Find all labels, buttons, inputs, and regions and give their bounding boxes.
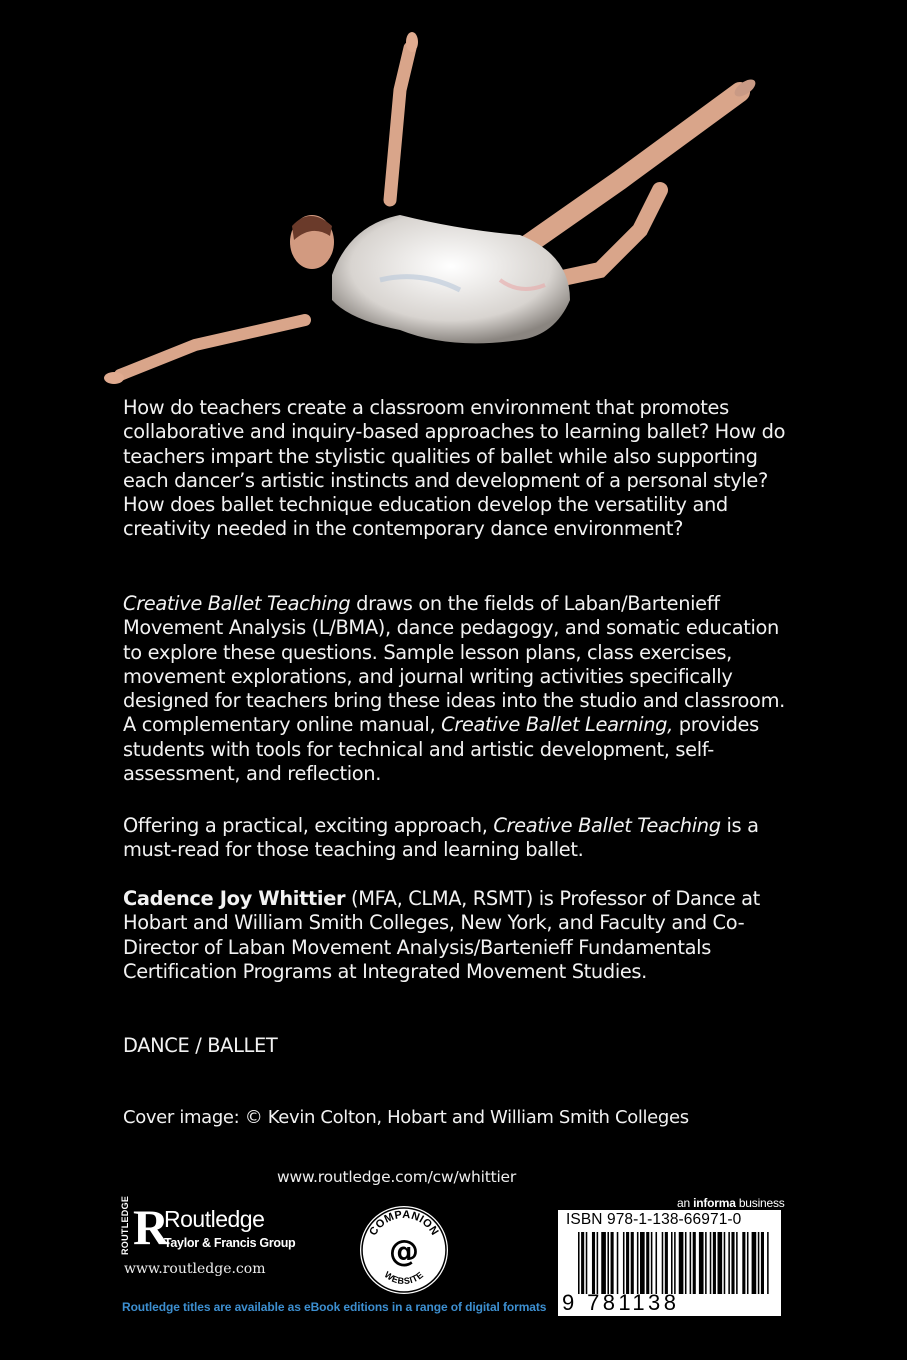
manual-title: Creative Ballet Learning,	[441, 713, 673, 737]
barcode-bar	[597, 1232, 599, 1294]
description-text-a: draws on the fields of Laban/Bartenieff Movement Analysis (L/BMA), dance pedagogy, and somatic education to explore these questions. Sample lesson plans, class exercises, movement explorations, and journal writing activities specifically designed for teachers bring these ideas into the studio and classroom. A complementary online manual,	[123, 592, 785, 737]
barcode-bar	[637, 1232, 639, 1294]
barcode-bar	[651, 1232, 653, 1294]
barcode-digits: 9 781138 669710	[562, 1290, 680, 1341]
barcode-bar	[747, 1232, 749, 1294]
barcode-bar	[728, 1232, 730, 1294]
informa-business-tag	[677, 1196, 785, 1210]
blurb-recommendation	[123, 814, 803, 863]
description-text-b: provides students with tools for technical and artistic development, self-assessment, and reflection.	[123, 713, 759, 786]
barcode-bar	[626, 1232, 629, 1294]
recommendation-text-b: is a must-read for those teaching and learning ballet.	[123, 814, 759, 862]
author-bio-text: (MFA, CLMA, RSMT) is Professor of Dance at Hobart and William Smith Colleges, New York, and Faculty and Co-Director of Laban Movement Analysis/Bartenieff Fundamentals Certification Programs at Integrated Movement Studies.	[123, 887, 760, 983]
informa-suffix: business	[735, 1196, 785, 1210]
barcode-bar	[690, 1232, 692, 1294]
publisher-url[interactable]: www.routledge.com	[124, 1261, 266, 1277]
barcode-bar	[586, 1232, 588, 1294]
blurb-description	[123, 592, 803, 786]
barcode-bar	[699, 1232, 704, 1294]
publisher-group: Taylor & Francis Group	[164, 1236, 296, 1250]
barcode-bars	[578, 1232, 770, 1294]
barcode-bar	[640, 1232, 645, 1294]
barcode-bar	[578, 1232, 580, 1294]
companion-badge-top: COMPANION	[367, 1208, 441, 1238]
book-title: Creative Ballet Teaching	[123, 592, 351, 615]
barcode-bar	[761, 1232, 764, 1294]
at-sign-icon: @	[389, 1234, 419, 1269]
barcode-bar	[674, 1232, 676, 1294]
barcode-bar	[631, 1232, 634, 1294]
author-bio	[123, 887, 803, 984]
barcode-bar	[662, 1232, 664, 1294]
routledge-logo	[120, 1195, 310, 1255]
informa-prefix: an	[677, 1196, 694, 1210]
barcode-bar	[601, 1232, 606, 1294]
ebook-availability-note: Routledge titles are available as eBook editions in a range of digital formats	[122, 1300, 547, 1314]
informa-brand: informa	[693, 1196, 736, 1210]
barcode-bar	[685, 1232, 687, 1294]
routledge-vertical-text: ROUTLEDGE	[120, 1195, 130, 1255]
barcode-bar	[693, 1232, 696, 1294]
barcode-bar	[679, 1232, 684, 1294]
barcode-bar	[617, 1232, 619, 1294]
barcode-bar	[705, 1232, 707, 1294]
subject-category: DANCE / BALLET	[123, 1034, 278, 1057]
barcode-bar	[742, 1232, 745, 1294]
isbn-label: ISBN 978-1-138-66971-0	[566, 1211, 742, 1228]
blurb-intro	[123, 396, 803, 542]
barcode-bar	[592, 1232, 595, 1294]
author-name: Cadence Joy Whittier	[123, 887, 346, 910]
blurb-intro-text: How do teachers create a classroom environment that promotes collaborative and inquiry-based approaches to learning ballet? How do teachers impart the stylistic qualities of ballet while also supporting each dancer’s artistic instincts and development of a personal style? How does ballet technique education develop the versatility and creativity needed in the contemporary dance environment?	[123, 396, 786, 541]
barcode-bar	[713, 1232, 716, 1294]
barcode-bar	[607, 1232, 609, 1294]
cover-image-credit: Cover image: © Kevin Colton, Hobart and William Smith Colleges	[123, 1107, 689, 1128]
barcode-bar	[710, 1232, 712, 1294]
isbn-barcode	[558, 1210, 781, 1341]
barcode-bar	[623, 1232, 625, 1294]
barcode-bar	[767, 1232, 769, 1294]
barcode-bar	[731, 1232, 734, 1294]
barcode-bar	[752, 1232, 757, 1294]
publisher-name: Routledge	[164, 1206, 265, 1232]
barcode-bar	[581, 1232, 584, 1294]
barcode-bar	[656, 1232, 658, 1294]
barcode-bar	[718, 1232, 723, 1294]
barcode-bar	[758, 1232, 760, 1294]
companion-badge-bottom: WEBSITE	[382, 1269, 426, 1287]
ballet-dancer-photo	[100, 30, 760, 400]
routledge-r-icon: R	[133, 1199, 170, 1255]
book-title-2: Creative Ballet Teaching	[493, 814, 721, 837]
barcode-bar	[611, 1232, 614, 1294]
barcode-bar	[724, 1232, 726, 1294]
barcode-bar	[736, 1232, 738, 1294]
barcode-bar	[665, 1232, 668, 1294]
barcode-bar	[671, 1232, 673, 1294]
companion-website-icon	[358, 1204, 450, 1296]
recommendation-text-a: Offering a practical, exciting approach,	[123, 814, 494, 837]
barcode-bar	[646, 1232, 649, 1294]
companion-website-url[interactable]: www.routledge.com/cw/whittier	[277, 1168, 517, 1186]
